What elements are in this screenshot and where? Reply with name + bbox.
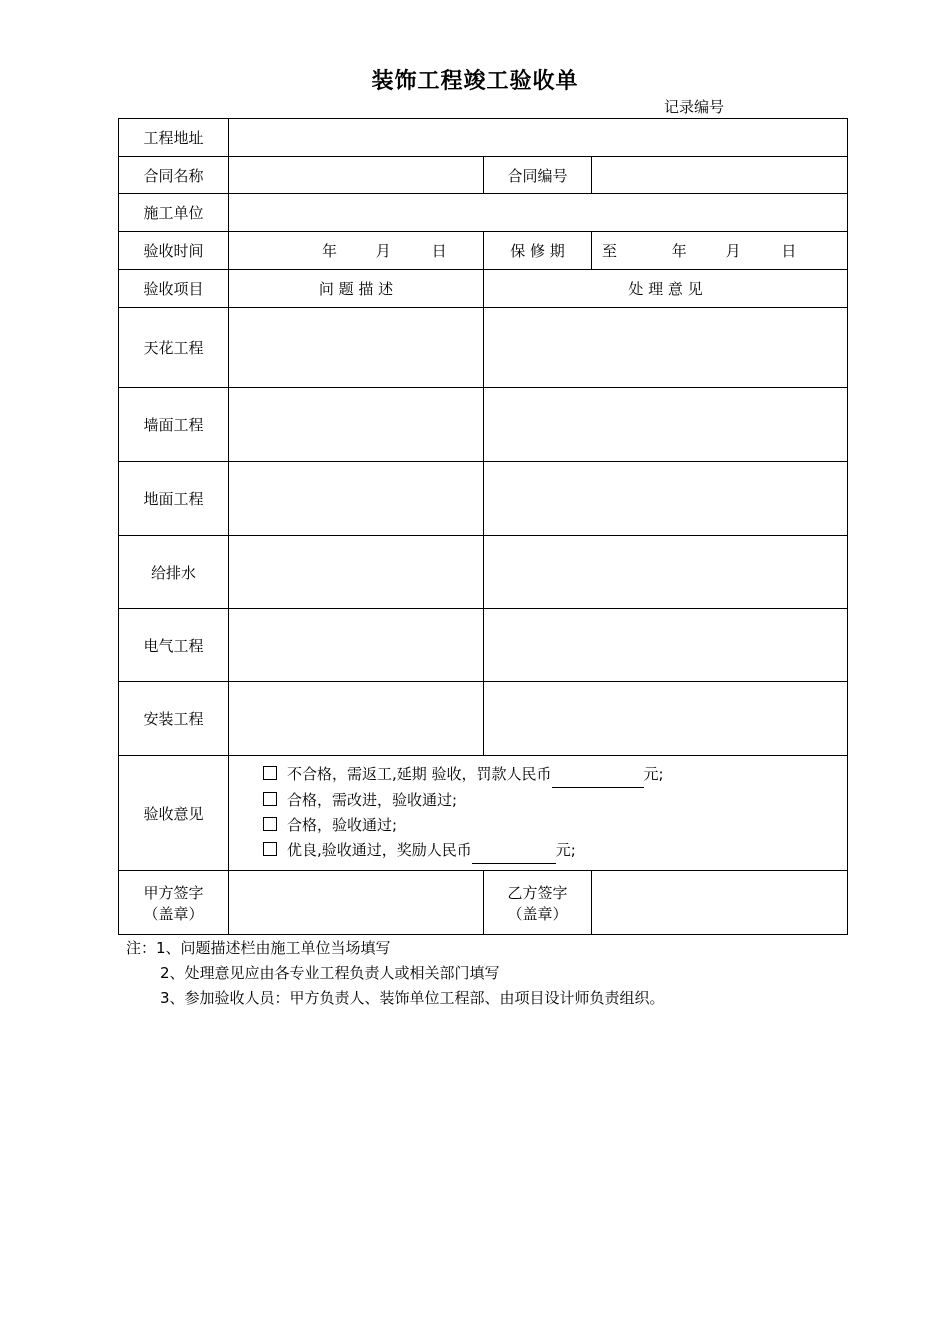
checkbox-icon[interactable] bbox=[263, 792, 277, 806]
label-address: 工程地址 bbox=[119, 119, 229, 157]
field-party-a-signature[interactable] bbox=[229, 871, 484, 935]
date-day: 日 bbox=[431, 242, 447, 260]
option-text: 合格，验收通过; bbox=[287, 816, 398, 834]
opinion-option[interactable] bbox=[263, 762, 847, 788]
item-problem-field[interactable] bbox=[229, 308, 484, 388]
item-row bbox=[119, 682, 848, 756]
field-party-b-signature[interactable] bbox=[592, 871, 848, 935]
party-a-seal-label: （盖章） bbox=[143, 904, 204, 923]
party-b-seal-label: （盖章） bbox=[507, 904, 568, 923]
item-label-ceiling: 天花工程 bbox=[119, 308, 229, 388]
label-party-b-signature bbox=[484, 871, 592, 935]
label-items: 验收项目 bbox=[119, 270, 229, 308]
item-handling-field[interactable] bbox=[484, 536, 848, 609]
label-party-a-signature bbox=[119, 871, 229, 935]
field-warranty-date[interactable] bbox=[592, 232, 848, 270]
date-month: 月 bbox=[375, 242, 391, 260]
item-handling-field[interactable] bbox=[484, 462, 848, 536]
note-item: 2、处理意见应由各专业工程负责人或相关部门填写 bbox=[160, 964, 500, 982]
amount-blank[interactable] bbox=[472, 838, 556, 864]
opinion-option[interactable] bbox=[263, 838, 847, 864]
document-title: 装饰工程竣工验收单 bbox=[371, 69, 579, 94]
item-problem-field[interactable] bbox=[229, 388, 484, 462]
checkbox-icon[interactable] bbox=[263, 842, 277, 856]
field-address[interactable] bbox=[229, 119, 848, 157]
item-label-installation: 安装工程 bbox=[119, 682, 229, 756]
opinion-option[interactable] bbox=[263, 813, 847, 838]
item-label-wall: 墙面工程 bbox=[119, 388, 229, 462]
acceptance-form-table bbox=[118, 118, 848, 935]
date-year: 年 bbox=[322, 242, 338, 260]
option-text: 优良,验收通过，奖励人民币 bbox=[287, 841, 472, 859]
item-label-plumbing: 给排水 bbox=[119, 536, 229, 609]
record-number-label: 记录编号 bbox=[664, 98, 725, 116]
field-construction-unit[interactable] bbox=[229, 194, 848, 232]
field-contract-no[interactable] bbox=[592, 157, 848, 194]
field-inspection-date[interactable] bbox=[229, 232, 484, 270]
item-row bbox=[119, 388, 848, 462]
row-construction-unit bbox=[119, 194, 848, 232]
warranty-to: 至 bbox=[602, 242, 618, 260]
row-inspection-time bbox=[119, 232, 848, 270]
party-b-label: 乙方签字 bbox=[507, 883, 568, 902]
warranty-day: 日 bbox=[781, 242, 797, 260]
item-problem-field[interactable] bbox=[229, 609, 484, 682]
item-label-electrical: 电气工程 bbox=[119, 609, 229, 682]
opinion-options bbox=[229, 756, 848, 871]
item-row bbox=[119, 536, 848, 609]
item-label-floor: 地面工程 bbox=[119, 462, 229, 536]
item-row bbox=[119, 308, 848, 388]
header-problem-description: 问 题 描 述 bbox=[229, 270, 484, 308]
checkbox-icon[interactable] bbox=[263, 817, 277, 831]
item-problem-field[interactable] bbox=[229, 536, 484, 609]
label-opinion: 验收意见 bbox=[119, 756, 229, 871]
option-suffix: 元; bbox=[643, 765, 664, 783]
header-handling-opinion: 处 理 意 见 bbox=[484, 270, 848, 308]
warranty-month: 月 bbox=[725, 242, 741, 260]
label-inspection-time: 验收时间 bbox=[119, 232, 229, 270]
label-contract-name: 合同名称 bbox=[119, 157, 229, 194]
label-contract-no: 合同编号 bbox=[484, 157, 592, 194]
item-handling-field[interactable] bbox=[484, 609, 848, 682]
row-contract bbox=[119, 157, 848, 194]
item-row bbox=[119, 462, 848, 536]
checkbox-icon[interactable] bbox=[263, 766, 277, 780]
row-opinion bbox=[119, 756, 848, 871]
item-handling-field[interactable] bbox=[484, 388, 848, 462]
label-warranty: 保 修 期 bbox=[484, 232, 592, 270]
item-problem-field[interactable] bbox=[229, 462, 484, 536]
option-suffix: 元; bbox=[555, 841, 576, 859]
row-signatures bbox=[119, 871, 848, 935]
note-item: 注：1、问题描述栏由施工单位当场填写 bbox=[126, 939, 391, 957]
note-item: 3、参加验收人员：甲方负责人、装饰单位工程部、由项目设计师负责组织。 bbox=[160, 989, 665, 1007]
item-handling-field[interactable] bbox=[484, 308, 848, 388]
row-items-header bbox=[119, 270, 848, 308]
amount-blank[interactable] bbox=[552, 762, 644, 788]
item-problem-field[interactable] bbox=[229, 682, 484, 756]
warranty-year: 年 bbox=[671, 242, 687, 260]
notes-section bbox=[126, 936, 665, 1011]
option-text: 合格，需改进，验收通过; bbox=[287, 791, 458, 809]
item-row bbox=[119, 609, 848, 682]
field-contract-name[interactable] bbox=[229, 157, 484, 194]
row-address bbox=[119, 119, 848, 157]
item-handling-field[interactable] bbox=[484, 682, 848, 756]
party-a-label: 甲方签字 bbox=[143, 883, 204, 902]
opinion-option[interactable] bbox=[263, 788, 847, 813]
label-construction-unit: 施工单位 bbox=[119, 194, 229, 232]
option-text: 不合格，需返工,延期 验收，罚款人民币 bbox=[287, 765, 552, 783]
